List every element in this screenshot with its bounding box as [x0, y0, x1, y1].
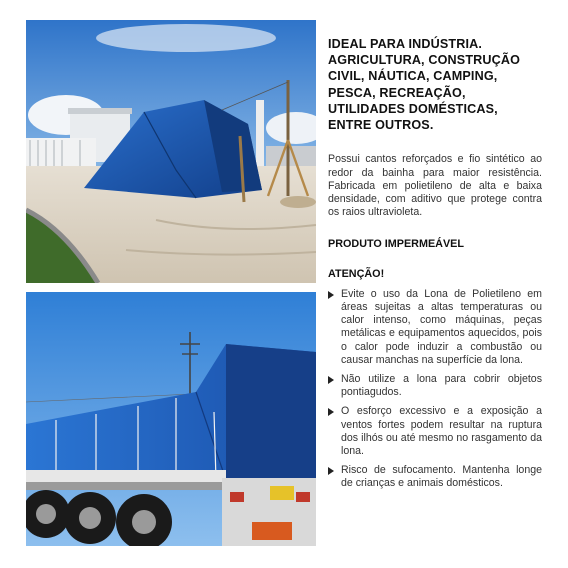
warning-text: Evite o uso da Lona de Polietileno em áreas sujeitas a altas temperaturas ou calor intenso, como máquinas, peças metálicas e equipamentos aquecidos, pois o calor pode induzir a combustão ou causar manchas na superfície da lona.	[341, 287, 542, 366]
warning-item	[328, 373, 542, 399]
attention-title: ATENÇÃO!	[328, 267, 385, 280]
product-info-panel	[328, 36, 542, 497]
triangle-right-icon	[328, 291, 334, 299]
tarp-tent-illustration	[26, 20, 316, 283]
photo-tarp-truck	[26, 292, 316, 546]
headline-line: CIVIL, NÁUTICA, CAMPING,	[328, 69, 498, 84]
triangle-right-icon	[328, 376, 334, 384]
warning-text: Risco de sufocamento. Mantenha longe de crianças e animais domésticos.	[341, 464, 542, 490]
warning-item	[328, 405, 542, 458]
headline-line: PESCA, RECREAÇÃO,	[328, 85, 466, 100]
warning-text: Não utilize a lona para cobrir objetos pontiagudos.	[341, 372, 542, 399]
headline-line: IDEAL PARA INDÚSTRIA.	[328, 37, 483, 51]
tarp-truck-illustration	[26, 292, 316, 546]
warning-item	[328, 464, 542, 490]
headline-line: UTILIDADES DOMÉSTICAS,	[328, 101, 498, 116]
product-description: Possui cantos reforçados e fio sintético ao redor da bainha para maior resistência. Fabricada em polietileno de alta e baixa densidade, com aditivo que protege contra os raios ultravioleta.	[328, 153, 542, 219]
headline	[328, 36, 542, 133]
warning-item	[328, 288, 542, 367]
headline-line: ENTRE OUTROS.	[328, 118, 434, 133]
warning-list	[328, 288, 542, 491]
warning-text: O esforço excessivo e a exposição a ventos fortes podem resultar na ruptura dos ilhós ou até mesmo no rasgamento da lona.	[341, 405, 542, 457]
photo-tarp-tent	[26, 20, 316, 283]
triangle-right-icon	[328, 408, 334, 416]
triangle-right-icon	[328, 467, 334, 475]
headline-line: AGRICULTURA, CONSTRUÇÃO	[328, 53, 521, 68]
waterproof-title: PRODUTO IMPERMEÁVEL	[328, 237, 464, 250]
